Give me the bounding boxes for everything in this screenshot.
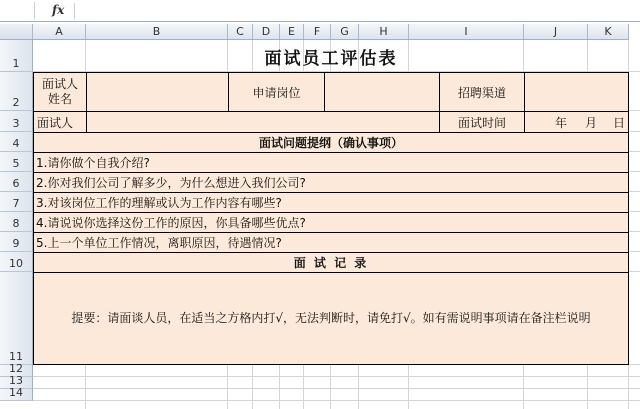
column-header-a[interactable]: A — [33, 24, 86, 40]
column-header-g[interactable]: G — [331, 24, 359, 40]
row-number: 13 — [9, 374, 23, 387]
row-number: 3 — [12, 117, 20, 130]
formula-bar — [0, 0, 640, 22]
column-header-f[interactable]: F — [304, 24, 331, 40]
row-header-3[interactable] — [0, 111, 33, 132]
row-number: 12 — [9, 362, 23, 375]
question-3[interactable]: 3.对该岗位工作的理解或认为工作内容有哪些? — [33, 192, 629, 213]
column-header-b[interactable]: B — [86, 24, 228, 40]
channel-label[interactable]: 招聘渠道 — [439, 72, 525, 112]
column-header-k[interactable]: K — [588, 24, 629, 40]
question-1[interactable]: 1.请你做个自我介绍? — [33, 152, 629, 173]
note-text[interactable]: 提要：请面谈人员，在适当之方格内打√，无法判断时，请免打√。如有需说明事项请在备注栏说明 — [33, 272, 629, 365]
row-header-5[interactable] — [0, 152, 33, 172]
grid-row-line — [33, 376, 640, 377]
row-header-6[interactable] — [0, 172, 33, 192]
column-header-d[interactable]: D — [253, 24, 280, 40]
grid-row-line — [33, 388, 640, 389]
row-header-7[interactable] — [0, 192, 33, 212]
row-header-2[interactable] — [0, 72, 33, 111]
row-header-8[interactable] — [0, 212, 33, 232]
name-box[interactable] — [0, 2, 35, 19]
sheet-title[interactable]: 面试员工评估表 — [264, 48, 398, 69]
question-2[interactable]: 2.你对我们公司了解多少，为什么想进入我们公司? — [33, 172, 629, 193]
row-header-10[interactable] — [0, 252, 33, 272]
interviewer-label[interactable]: 面试人 — [33, 111, 87, 133]
position-label[interactable]: 申请岗位 — [228, 72, 325, 112]
row-header-1[interactable] — [0, 40, 33, 72]
function-icon[interactable]: fx — [52, 3, 65, 17]
column-header-h[interactable]: H — [359, 24, 409, 40]
year-label: 年 — [555, 115, 568, 130]
row-header-4[interactable] — [0, 132, 33, 152]
row-number: 14 — [9, 386, 23, 399]
row-number: 11 — [9, 350, 23, 363]
interview-time-label[interactable]: 面试时间 — [439, 111, 525, 133]
grid-row-line — [33, 400, 640, 401]
column-header-i[interactable]: I — [409, 24, 524, 40]
row-number: 8 — [12, 217, 20, 230]
column-header-e[interactable]: E — [280, 24, 304, 40]
row-number: 6 — [12, 177, 20, 190]
interviewee-name-label[interactable]: 面试人 姓名 — [33, 72, 87, 112]
column-header-j[interactable]: J — [524, 24, 588, 40]
record-title[interactable]: 面 试 记 录 — [33, 252, 629, 273]
formula-bar-divider — [74, 3, 75, 19]
question-4[interactable]: 4.请说说你选择这份工作的原因，你具备哪些优点? — [33, 212, 629, 233]
interviewee-name-field[interactable] — [86, 72, 229, 112]
day-label: 日 — [613, 115, 626, 130]
formula-input[interactable] — [76, 3, 636, 19]
channel-field[interactable] — [524, 72, 629, 112]
select-all-corner[interactable] — [0, 24, 33, 40]
row-number: 1 — [12, 57, 20, 70]
outline-title[interactable]: 面试问题提纲（确认事项） — [33, 132, 629, 153]
row-number: 4 — [12, 137, 20, 150]
row-number: 10 — [9, 257, 23, 270]
row-number: 7 — [12, 197, 20, 210]
position-field[interactable] — [324, 72, 440, 112]
month-label: 月 — [585, 115, 598, 130]
interview-date-field[interactable] — [524, 111, 629, 133]
row-number: 9 — [12, 237, 20, 250]
interviewer-field[interactable] — [86, 111, 440, 133]
row-header-14[interactable] — [0, 386, 33, 401]
worksheet-grid[interactable] — [33, 40, 640, 409]
row-header-11[interactable] — [0, 272, 33, 365]
column-header-c[interactable]: C — [228, 24, 253, 40]
question-5[interactable]: 5.上一个单位工作情况，离职原因，待遇情况? — [33, 232, 629, 253]
row-number: 2 — [12, 96, 20, 109]
row-header-9[interactable] — [0, 232, 33, 252]
row-number: 5 — [12, 157, 20, 170]
